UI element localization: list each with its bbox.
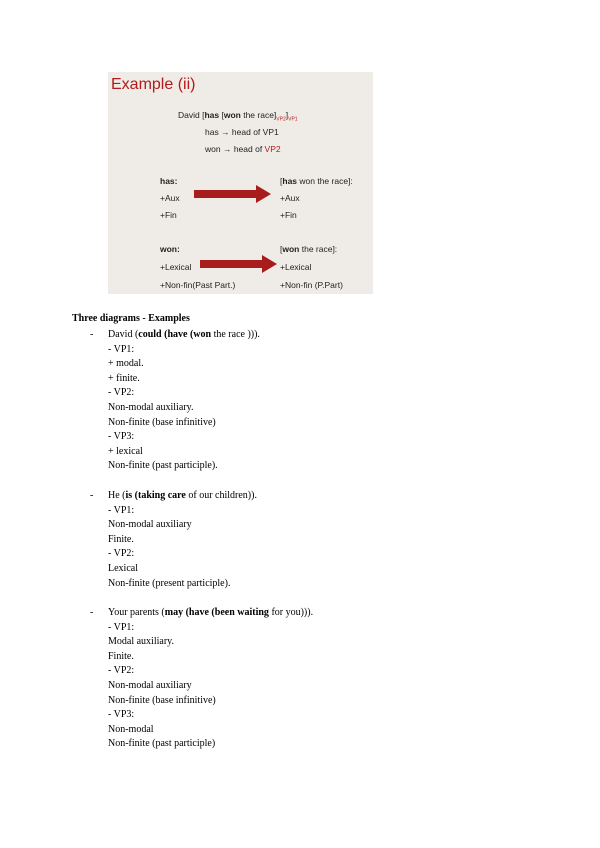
analysis-line: - VP2: [108,665,135,677]
slide-has-bracket: [has won the race]: [280,176,353,186]
analysis-line: Modal auxiliary. [108,636,175,648]
analysis-line: Non-finite (present participle). [108,577,231,589]
analysis-line: Non-modal auxiliary [108,519,192,531]
analysis-line: - VP1: [108,621,135,633]
slide-won-bracket: [won the race]: [280,244,338,254]
slide-won-nonfin-right: +Non-fin (P.Part) [280,280,343,290]
analysis-line: - VP2: [108,548,135,560]
analysis-line: + finite. [108,372,140,384]
example-analysis [108,622,216,753]
analysis-line: Non-finite (base infinitive) [108,694,216,706]
slide-has-aux-right: +Aux [280,193,300,203]
analysis-line: Non-modal [108,723,154,735]
example-sentence: Your parents (may (have (been waiting for you))). [108,607,314,618]
example-slide-image [108,72,373,294]
analysis-line: - VP1: [108,504,135,516]
example-analysis [108,505,230,593]
slide-title: Example (ii) [111,76,196,93]
bullet-dash: - [90,329,94,340]
analysis-line: Non-finite (past participle) [108,738,216,750]
slide-won-head: won → head of VP2 [205,144,281,154]
slide-won-label: won: [160,244,180,254]
bullet-dash: - [90,490,94,501]
analysis-line: + modal. [108,358,144,370]
slide-has-head: has → head of VP1 [205,127,279,137]
slide-arrow-has [194,185,272,203]
slide-has-fin-right: +Fin [280,210,297,220]
slide-has-label: has: [160,176,178,186]
section-heading: Three diagrams - Examples [72,313,190,324]
analysis-line: - VP2: [108,387,135,399]
analysis-line: Non-finite (base infinitive) [108,416,216,428]
slide-won-nonfin: +Non-fin(Past Part.) [160,280,236,290]
analysis-line: + lexical [108,445,143,457]
analysis-line: Non-modal auxiliary [108,679,192,691]
slide-has-aux: +Aux [160,193,180,203]
analysis-line: Lexical [108,562,138,574]
analysis-line: Non-finite (past participle). [108,460,218,472]
example-sentence: He (is (taking care of our children)). [108,490,257,501]
analysis-line: - VP1: [108,343,135,355]
slide-sentence: David [has [won the $race]_{VP2}]_{VP1}$ [178,110,298,123]
analysis-line: Finite. [108,533,134,545]
example-analysis [108,344,218,475]
bullet-dash: - [90,607,94,618]
analysis-line: - VP3: [108,431,135,443]
analysis-line: - VP3: [108,709,135,721]
example-sentence: David (could (have (won the race ))). [108,329,260,340]
slide-arrow-won [200,255,278,273]
slide-won-lexical: +Lexical [160,262,192,272]
slide-has-fin: +Fin [160,210,177,220]
analysis-line: Non-modal auxiliary. [108,401,194,413]
slide-won-lexical-right: +Lexical [280,262,312,272]
analysis-line: Finite. [108,650,134,662]
